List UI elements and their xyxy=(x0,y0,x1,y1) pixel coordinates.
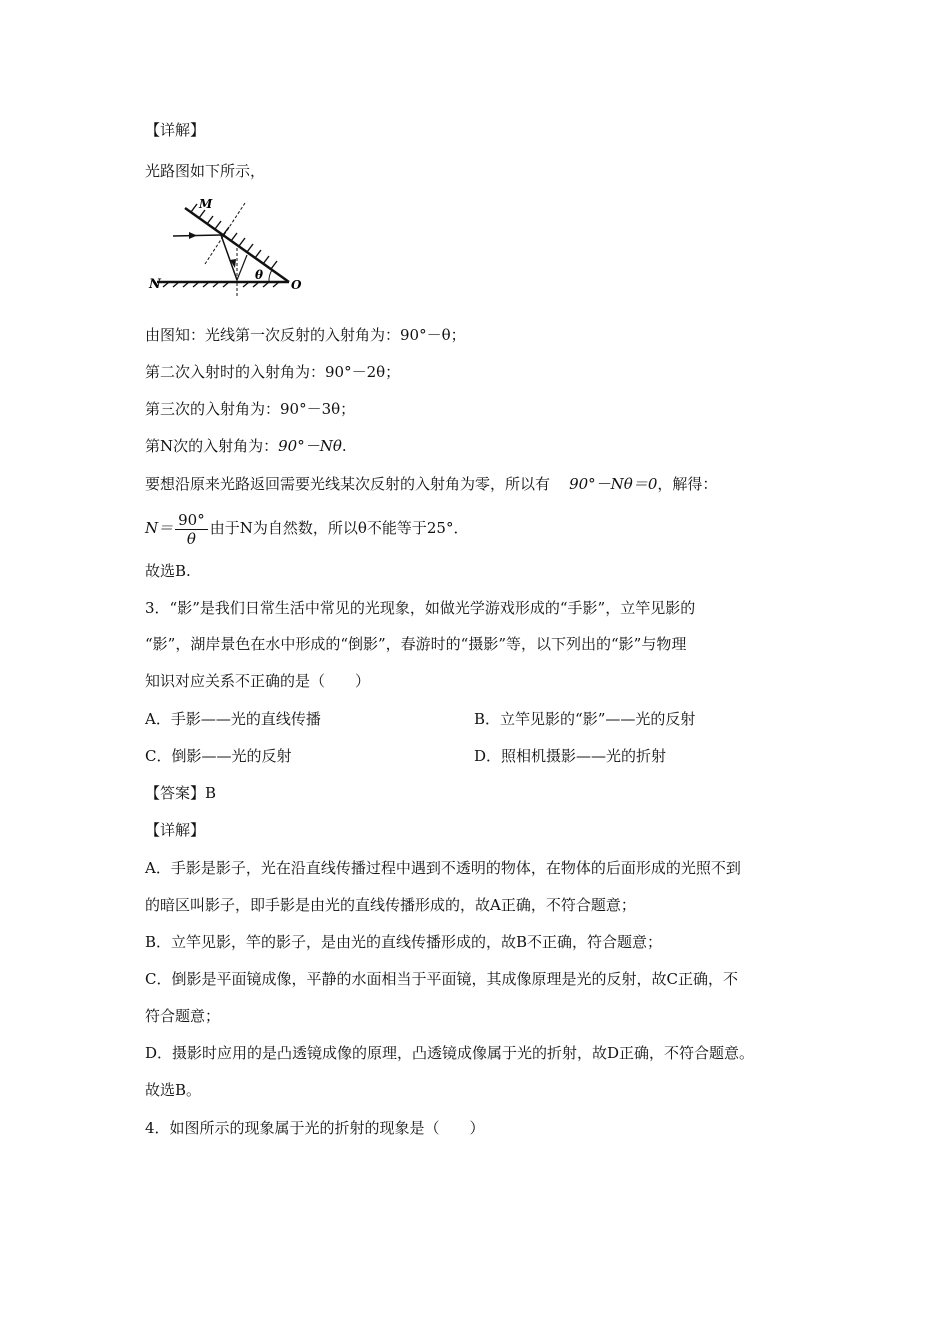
option-d: D．照相机摄影——光的折射 xyxy=(474,747,667,765)
question-3-line-1: 3．“影”是我们日常生活中常见的光现象，如做光学游戏形成的“手影”，立竿见影的 xyxy=(145,599,696,617)
label-m: M xyxy=(199,198,213,211)
fraction: $\frac{90^\circ}{\theta}$ xyxy=(175,511,208,548)
incidence-angle-n: 第N次的入射角为：90°－Nθ. xyxy=(145,437,347,455)
option-b: B．立竿见影的“影”——光的反射 xyxy=(474,710,696,728)
explanation-a-1: A．手影是影子，光在沿直线传播过程中遇到不透明的物体，在物体的后面形成的光照不到 xyxy=(145,859,741,877)
zero-angle-condition: 要想沿原来光路返回需要光线某次反射的入射角为零，所以有 90°－Nθ＝0，解得： xyxy=(145,475,718,493)
explanation-b: B．立竿见影，竿的影子，是由光的直线传播形成的，故B不正确，符合题意； xyxy=(145,933,663,951)
incidence-angle-2: 第二次入射时的入射角为：90°－2θ； xyxy=(145,363,401,381)
formula-zero: 90°－Nθ＝0 xyxy=(569,475,658,493)
question-3-line-3: 知识对应关系不正确的是（ ） xyxy=(145,672,371,690)
label-theta: θ xyxy=(255,268,264,282)
figure-intro: 光路图如下所示， xyxy=(145,162,266,180)
explanation-c-2: 符合题意； xyxy=(145,1007,221,1025)
option-c: C．倒影——光的反射 xyxy=(145,747,292,765)
light-path-diagram xyxy=(145,198,305,298)
label-n: N xyxy=(149,277,161,292)
formula-n: 90°－Nθ xyxy=(278,437,342,455)
incidence-angle-3: 第三次的入射角为：90°－3θ； xyxy=(145,400,356,418)
explanation-d: D．摄影时应用的是凸透镜成像的原理，凸透镜成像属于光的折射，故D正确，不符合题意。 xyxy=(145,1044,755,1062)
answer: 【答案】B xyxy=(145,784,217,802)
label-o: O xyxy=(291,278,302,292)
explanation-c-1: C．倒影是平面镜成像，平静的水面相当于平面镜，其成像原理是光的反射，故C正确，不 xyxy=(145,970,738,988)
solution-line: N＝ $\frac{90^\circ}{\theta}$ 由于N为自然数，所以θ不能等于25°． xyxy=(145,510,469,548)
detail-header: 【详解】 xyxy=(145,121,206,139)
option-a: A．手影——光的直线传播 xyxy=(145,710,321,728)
detail-header-2: 【详解】 xyxy=(145,821,206,839)
question-4-line-1: 4．如图所示的现象属于光的折射的现象是（ ） xyxy=(145,1119,485,1137)
explanation-a-2: 的暗区叫影子，即手影是由光的直线传播形成的，故A正确，不符合题意； xyxy=(145,896,636,914)
incidence-angle-1: 由图知：光线第一次反射的入射角为：90°－θ； xyxy=(145,326,466,344)
conclusion-1: 故选B. xyxy=(145,562,191,580)
conclusion-2: 故选B。 xyxy=(145,1081,202,1099)
question-3-line-2: “影”，湖岸景色在水中形成的“倒影”，春游时的“摄影”等，以下列出的“影”与物理 xyxy=(145,635,687,653)
